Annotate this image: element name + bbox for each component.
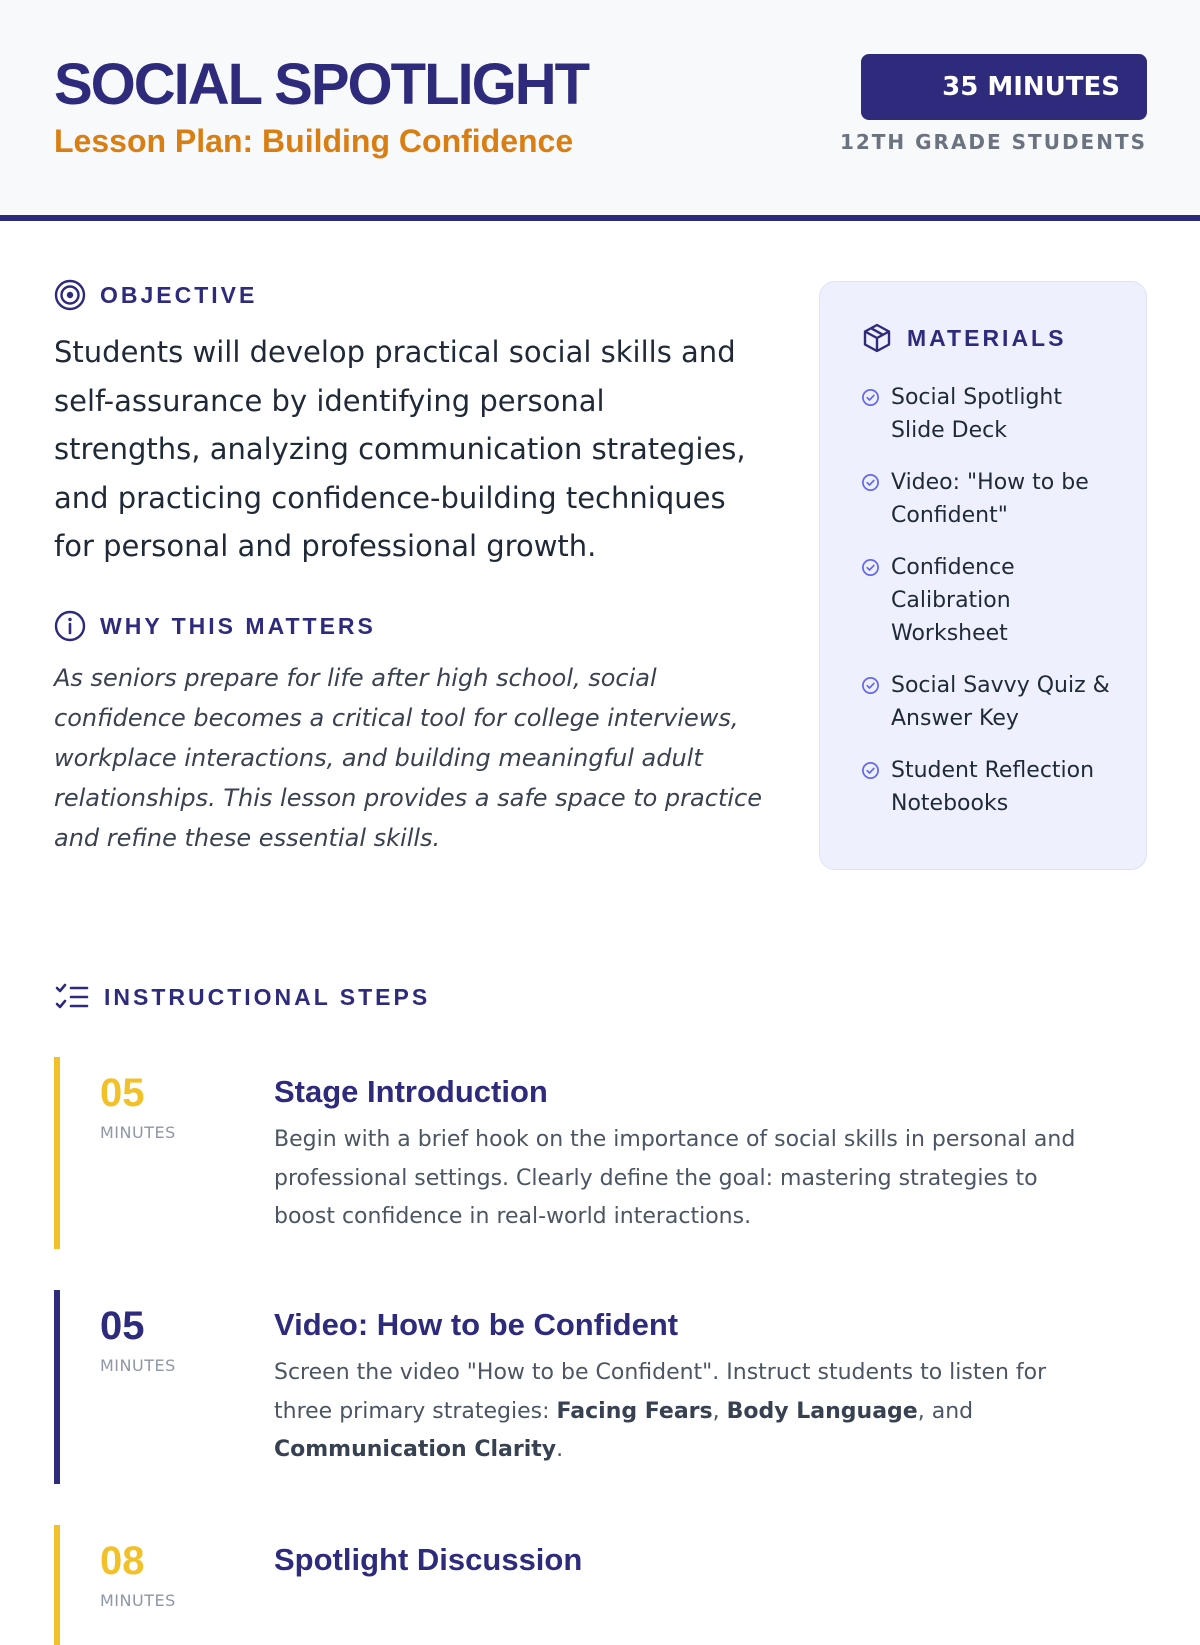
objective-heading-label: OBJECTIVE	[100, 281, 258, 308]
objective-text: Students will develop practical social skills and self-assurance by identifying personal strengths, analyzing communication strategies, and practicing confidence-building techniques for personal and professional growth.	[54, 335, 746, 563]
why-heading-label: WHY THIS MATTERS	[100, 612, 376, 639]
why-text: As seniors prepare for life after high school, social confidence becomes a critical tool for college interviews, workplace interactions, and building meaningful adult relationships. This lesson provides a safe space to practice and refine these essential skills.	[54, 664, 762, 852]
step-1	[54, 1057, 1148, 1249]
material-item	[861, 466, 1121, 532]
step-description	[274, 1354, 1104, 1470]
materials-list	[861, 381, 1121, 839]
check-circle-icon	[861, 473, 880, 492]
material-label: Social Spotlight Slide Deck	[891, 385, 1062, 443]
objective-heading	[54, 279, 257, 311]
lesson-header	[0, 0, 1200, 221]
step-description: Begin with a brief hook on the importance of social skills in personal and professional settings. Clearly define the goal: mastering strategies to boost confidence in real-world interactions.	[274, 1127, 1076, 1229]
checklist-icon	[54, 981, 90, 1013]
steps-heading-label: INSTRUCTIONAL STEPS	[104, 983, 431, 1010]
check-circle-icon	[861, 761, 880, 780]
step-minutes-label: MINUTES	[100, 1123, 176, 1142]
strategy-body-language: Body Language	[726, 1398, 918, 1424]
why-heading	[54, 610, 376, 642]
material-item	[861, 551, 1121, 650]
grade-level: 12TH GRADE STUDENTS	[839, 130, 1147, 154]
step-minutes-label: MINUTES	[100, 1356, 176, 1375]
step-minutes-label: MINUTES	[100, 1591, 176, 1610]
target-icon	[54, 279, 86, 311]
material-label: Video: "How to be Confident"	[891, 470, 1089, 528]
step-2	[54, 1290, 1148, 1484]
step-minutes: 05	[100, 1071, 145, 1115]
materials-card	[819, 281, 1147, 870]
materials-heading	[861, 322, 1066, 354]
step-title: Stage Introduction	[274, 1074, 548, 1109]
material-label: Student Reflection Notebooks	[891, 758, 1095, 816]
box-icon	[861, 322, 893, 354]
step-description-text: Screen the video "How to be Confident". Instruct students to listen for three primary strategies:	[274, 1360, 1047, 1424]
material-item	[861, 669, 1121, 735]
check-circle-icon	[861, 558, 880, 577]
step-title: Spotlight Discussion	[274, 1542, 583, 1577]
materials-heading-label: MATERIALS	[907, 324, 1067, 351]
step-description-text: , and	[917, 1398, 974, 1424]
material-label: Confidence Calibration Worksheet	[891, 555, 1015, 646]
step-description-text: .	[556, 1437, 564, 1462]
material-item	[861, 754, 1121, 820]
info-circle-icon	[54, 610, 86, 642]
step-description-text: ,	[712, 1398, 727, 1424]
step-minutes: 05	[100, 1304, 145, 1348]
material-label: Social Savvy Quiz & Answer Key	[891, 673, 1110, 731]
check-circle-icon	[861, 388, 880, 407]
duration-badge: 35 MINUTES	[861, 54, 1147, 120]
step-title: Video: How to be Confident	[274, 1307, 679, 1342]
page-title: SOCIAL SPOTLIGHT	[54, 52, 589, 117]
material-item	[861, 381, 1121, 447]
page-subtitle: Lesson Plan: Building Confidence	[54, 123, 574, 159]
steps-heading	[54, 981, 430, 1013]
check-circle-icon	[861, 676, 880, 695]
step-3	[54, 1525, 1148, 1645]
strategy-facing-fears: Facing Fears	[556, 1398, 713, 1424]
step-minutes: 08	[100, 1539, 145, 1583]
strategy-communication-clarity: Communication Clarity	[274, 1437, 557, 1462]
